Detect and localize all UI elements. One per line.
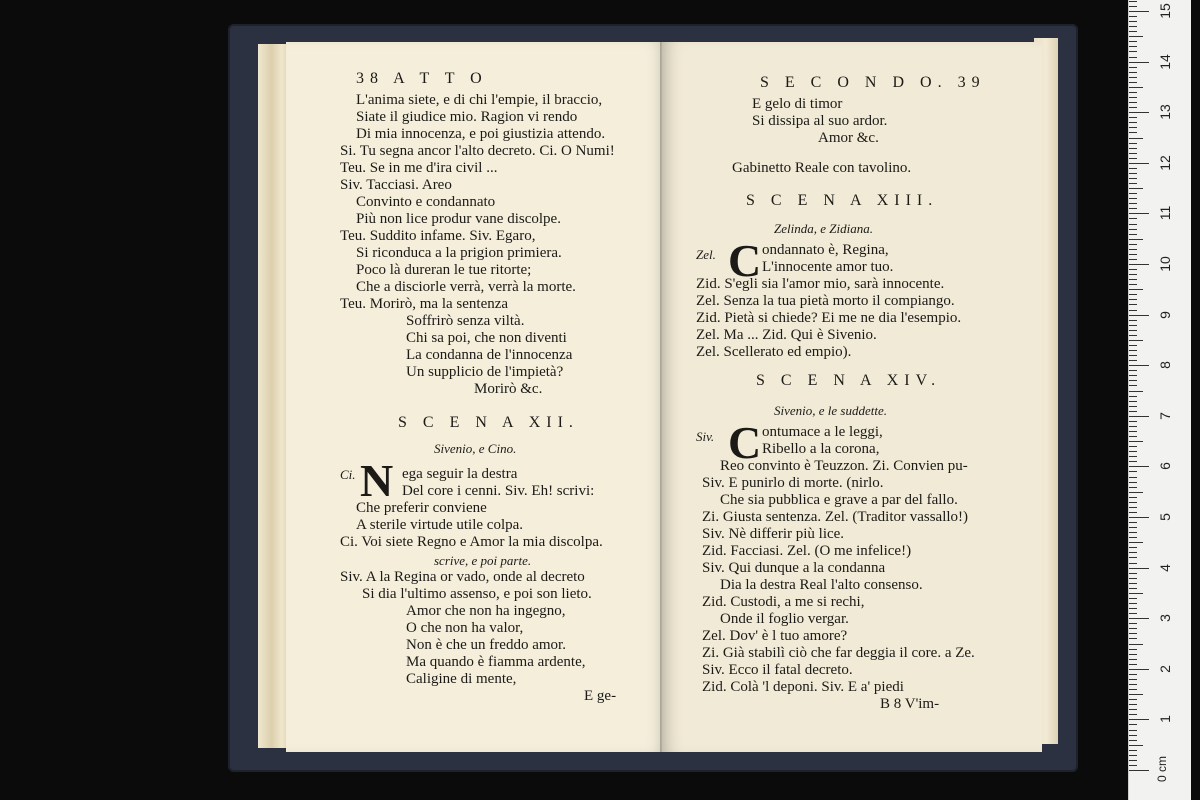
ruler-tick [1129, 613, 1137, 614]
text-line: Di mia innocenza, e poi giustizia attendo. [356, 126, 606, 142]
ruler-tick [1129, 466, 1149, 467]
text-line: Siv. Tacciasi. Areo [340, 177, 452, 193]
ruler-tick [1129, 770, 1149, 771]
ruler-tick [1129, 765, 1137, 766]
ruler-tick [1129, 158, 1137, 159]
ruler-tick [1129, 487, 1137, 488]
ruler-tick [1129, 441, 1143, 442]
ruler-tick [1129, 41, 1137, 42]
ruler-tick [1129, 92, 1137, 93]
ruler-tick [1129, 1, 1137, 2]
text-line: Non è che un freddo amor. [406, 637, 566, 653]
ruler-tick [1129, 315, 1149, 316]
scene-title: S C E N A XIV. [756, 372, 942, 389]
ruler-tick [1129, 568, 1149, 569]
text-line: Zel. Ma ... Zid. Qui è Sivenio. [696, 327, 877, 343]
ruler-tick [1129, 102, 1137, 103]
ruler-number: 11 [1157, 206, 1173, 221]
ruler-tick [1129, 593, 1143, 594]
ruler-tick [1129, 340, 1143, 341]
ruler-tick [1129, 709, 1137, 710]
ruler-tick [1129, 6, 1137, 7]
text-line: Siv. E punirlo di morte. (nirlo. [702, 475, 884, 491]
ruler-tick [1129, 694, 1143, 695]
ruler-tick [1129, 482, 1137, 483]
right-page [662, 42, 1042, 752]
text-line: Ma quando è fiamma ardente, [406, 654, 586, 670]
ruler-number: 13 [1157, 104, 1173, 120]
signature-catchword: B 8 V'im- [880, 696, 940, 712]
ruler-tick [1129, 471, 1137, 472]
text-line: Teu. Morirò, ma la sentenza [340, 296, 509, 312]
text-line: E gelo di timor [752, 96, 843, 112]
ruler-tick [1129, 704, 1137, 705]
ruler-tick [1129, 365, 1149, 366]
ruler-tick [1129, 289, 1143, 290]
text-line: Amor che non ha ingegno, [406, 603, 566, 619]
ruler-tick [1129, 406, 1137, 407]
ruler-tick [1129, 557, 1137, 558]
scene-title: S C E N A XII. [398, 414, 579, 431]
ruler-tick [1129, 16, 1137, 17]
ruler-number: 2 [1157, 664, 1173, 673]
ruler-tick [1129, 578, 1137, 579]
ruler-tick [1129, 745, 1143, 746]
ruler-number: 6 [1157, 462, 1173, 471]
ruler-tick [1129, 77, 1137, 78]
ruler-tick [1129, 244, 1137, 245]
text-line: Zid. Custodi, a me si rechi, [702, 594, 865, 610]
measurement-ruler [1128, 0, 1191, 800]
ruler-tick [1129, 532, 1137, 533]
stage-direction: scrive, e poi parte. [434, 553, 532, 568]
ruler-tick [1129, 760, 1137, 761]
ruler-tick [1129, 21, 1137, 22]
ruler-tick [1129, 669, 1149, 670]
ruler-tick [1129, 644, 1143, 645]
ruler-tick [1129, 249, 1137, 250]
text-line: Siv. Qui dunque a la condanna [702, 560, 886, 576]
ruler-number: 7 [1157, 411, 1173, 420]
text-line: Zel. Dov' è l tuo amore? [702, 628, 848, 644]
text-line: Caligine di mente, [406, 671, 517, 687]
ruler-tick [1129, 446, 1137, 447]
scene-persons: Zelinda, e Zidiana. [774, 221, 873, 236]
text-line: Chi sa poi, che non diventi [406, 330, 567, 346]
speaker-label: Zel. [696, 247, 716, 262]
ruler-unit-label: 0 cm [1155, 755, 1170, 783]
text-line: Zid. Colà 'l deponi. Siv. E a' piedi [702, 679, 904, 695]
text-line: Amor &c. [818, 130, 879, 146]
ruler-tick [1129, 426, 1137, 427]
ruler-tick [1129, 401, 1137, 402]
ruler-tick [1129, 279, 1137, 280]
text-line: Onde il foglio vergar. [720, 611, 849, 627]
ruler-tick [1129, 107, 1137, 108]
ruler-tick [1129, 229, 1137, 230]
ruler-tick [1129, 750, 1137, 751]
ruler-tick [1129, 391, 1143, 392]
ruler-tick [1129, 456, 1137, 457]
ruler-tick [1129, 97, 1137, 98]
ruler-tick [1129, 284, 1137, 285]
text-line: Zel. Scellerato ed empio). [696, 344, 852, 360]
ruler-tick [1129, 385, 1137, 386]
ruler-tick [1129, 127, 1137, 128]
ruler-tick [1129, 208, 1137, 209]
text-line: Che a disciorle verrà, verrà la morte. [356, 279, 576, 295]
text-line: Zel. Senza la tua pietà morto il compiango. [696, 293, 955, 309]
ruler-tick [1129, 396, 1137, 397]
text-line: Poco là dureran le tue ritorte; [356, 262, 532, 278]
ruler-tick [1129, 507, 1137, 508]
ruler-tick [1129, 608, 1137, 609]
ruler-number: 15 [1157, 3, 1173, 19]
ruler-number: 5 [1157, 513, 1173, 521]
ruler-tick [1129, 188, 1143, 189]
ruler-tick [1129, 628, 1137, 629]
ruler-tick [1129, 239, 1143, 240]
ruler-tick [1129, 11, 1149, 12]
ruler-tick [1129, 234, 1137, 235]
ruler-number: 14 [1157, 53, 1173, 70]
ruler-tick [1129, 664, 1137, 665]
ruler-tick [1129, 370, 1137, 371]
text-line: Zid. Facciasi. Zel. (O me infelice!) [702, 543, 912, 559]
ruler-tick [1129, 522, 1137, 523]
drop-cap: N [360, 455, 394, 506]
ruler-tick [1129, 477, 1137, 478]
ruler-tick [1129, 502, 1137, 503]
ruler-tick [1129, 143, 1137, 144]
text-line: Zid. Pietà si chiede? Ei me ne dia l'esempio. [696, 310, 962, 326]
ruler-tick [1129, 57, 1137, 58]
ruler-tick [1129, 375, 1137, 376]
text-line: La condanna de l'innocenza [406, 347, 573, 363]
ruler-tick [1129, 274, 1137, 275]
ruler-tick [1129, 735, 1137, 736]
ruler-tick [1129, 740, 1137, 741]
drop-cap: C [728, 235, 762, 286]
scene-persons: Sivenio, e Cino. [434, 441, 517, 456]
ruler-tick [1129, 310, 1137, 311]
ruler-number: 10 [1157, 256, 1173, 272]
ruler-tick [1129, 325, 1137, 326]
text-line: Siv. Ecco il fatal decreto. [702, 662, 853, 678]
ruler-tick [1129, 304, 1137, 305]
ruler-tick [1129, 679, 1137, 680]
text-line: Siate il giudice mio. Ragion vi rendo [356, 109, 578, 125]
text-line: Siv. Nè differir più lice. [702, 526, 845, 542]
speaker-label: Ci. [340, 467, 356, 482]
left-page-header: 38 A T T O [356, 70, 488, 87]
ruler-tick [1129, 203, 1137, 204]
ruler-tick [1129, 355, 1137, 356]
ruler-tick [1129, 527, 1137, 528]
text-line: Dia la destra Real l'alto consenso. [720, 577, 923, 593]
text-line: Zi. Già stabilì ciò che far deggia il core. a Ze. [702, 645, 975, 661]
catchword: E ge- [584, 688, 617, 704]
scene-setting: Gabinetto Reale con tavolino. [732, 160, 912, 176]
ruler-tick [1129, 153, 1137, 154]
ruler-tick [1129, 563, 1137, 564]
ruler-tick [1129, 62, 1149, 63]
text-line: O che non ha valor, [406, 620, 524, 636]
text-line: Siv. A la Regina or vado, onde al decreto [340, 569, 585, 585]
ruler-tick [1129, 46, 1137, 47]
drop-cap: C [728, 417, 762, 468]
text-line: Un supplicio de l'impietà? [406, 364, 564, 380]
ruler-tick [1129, 724, 1137, 725]
scene-persons: Sivenio, e le suddette. [774, 403, 887, 418]
ruler-tick [1129, 451, 1137, 452]
ruler-tick [1129, 542, 1143, 543]
ruler-tick [1129, 259, 1137, 260]
ruler-tick [1129, 193, 1137, 194]
ruler-number: 8 [1157, 361, 1173, 370]
right-page-header: S E C O N D O. 39 [760, 74, 986, 91]
ruler-tick [1129, 218, 1137, 219]
ruler-number: 1 [1157, 715, 1173, 724]
text-line: Che preferir conviene [356, 500, 487, 516]
ruler-tick [1129, 67, 1137, 68]
ruler-tick [1129, 552, 1137, 553]
ruler-tick [1129, 714, 1137, 715]
text-line: Si. Tu segna ancor l'alto decreto. Ci. O Numi! [340, 143, 615, 159]
ruler-tick [1129, 168, 1137, 169]
ruler-tick [1129, 148, 1137, 149]
text-line: Zid. S'egli sia l'amor mio, sarà innocente. [696, 276, 945, 292]
ruler-tick [1129, 517, 1149, 518]
ruler-tick [1129, 117, 1137, 118]
ruler-tick [1129, 122, 1137, 123]
ruler-tick [1129, 112, 1149, 113]
ruler-tick [1129, 649, 1137, 650]
text-line: A sterile virtude utile colpa. [356, 517, 524, 533]
ruler-tick [1129, 547, 1137, 548]
ruler-tick [1129, 294, 1137, 295]
scene-title: S C E N A XIII. [746, 192, 939, 209]
ruler-tick [1129, 198, 1137, 199]
ruler-tick [1129, 638, 1137, 639]
ruler-tick [1129, 431, 1137, 432]
ruler-tick [1129, 659, 1137, 660]
ruler-tick [1129, 51, 1137, 52]
ruler-tick [1129, 72, 1137, 73]
ruler-tick [1129, 380, 1137, 381]
ruler-tick [1129, 573, 1137, 574]
ruler-tick [1129, 730, 1137, 731]
ruler-tick [1129, 163, 1149, 164]
ruler-tick [1129, 436, 1137, 437]
ruler-tick [1129, 492, 1143, 493]
text-line: L'innocente amor tuo. [762, 259, 894, 275]
ruler-tick [1129, 183, 1137, 184]
text-line: ontumace a le leggi, [762, 424, 883, 440]
text-line: ega seguir la destra [402, 466, 518, 482]
ruler-tick [1129, 299, 1137, 300]
text-line: L'anima siete, e di chi l'empie, il braccio, [356, 92, 603, 108]
ruler-tick [1129, 633, 1137, 634]
ruler-tick [1129, 31, 1137, 32]
ruler-tick [1129, 603, 1137, 604]
text-line: Teu. Se in me d'ira civil ... [340, 160, 498, 176]
text-line: Più non lice produr vane discolpe. [356, 211, 561, 227]
ruler-tick [1129, 699, 1137, 700]
ruler-tick [1129, 674, 1137, 675]
ruler-tick [1129, 461, 1137, 462]
text-line: ondannato è, Regina, [762, 242, 889, 258]
ruler-tick [1129, 330, 1137, 331]
text-line: Zi. Giusta sentenza. Zel. (Traditor vassallo!) [702, 509, 969, 525]
ruler-number: 12 [1157, 155, 1173, 171]
ruler-tick [1129, 537, 1137, 538]
text-line: Teu. Suddito infame. Siv. Egaro, [340, 228, 536, 244]
ruler-tick [1129, 87, 1143, 88]
ruler-tick [1129, 497, 1137, 498]
ruler-tick [1129, 213, 1149, 214]
ruler-tick [1129, 350, 1137, 351]
text-line: Convinto e condannato [356, 194, 496, 210]
ruler-tick [1129, 26, 1137, 27]
ruler-tick [1129, 320, 1137, 321]
ruler-tick [1129, 689, 1137, 690]
ruler-tick [1129, 421, 1137, 422]
ruler-tick [1129, 512, 1137, 513]
ruler-tick [1129, 623, 1137, 624]
ruler-number: 9 [1157, 310, 1173, 319]
ruler-tick [1129, 719, 1149, 720]
ruler-tick [1129, 416, 1149, 417]
ruler-tick [1129, 269, 1137, 270]
ruler-number: 3 [1157, 614, 1173, 623]
text-line: Del core i cenni. Siv. Eh! scrivi: [402, 483, 595, 499]
ruler-tick [1129, 36, 1143, 37]
text-line: Si dissipa al suo ardor. [752, 113, 888, 129]
ruler-tick [1129, 684, 1137, 685]
text-line: Ci. Voi siete Regno e Amor la mia discolpa. [340, 534, 603, 550]
ruler-tick [1129, 598, 1137, 599]
text-line: Che sia pubblica e grave a par del fallo. [720, 492, 958, 508]
ruler-tick [1129, 173, 1137, 174]
ruler-tick [1129, 411, 1137, 412]
ruler-tick [1129, 82, 1137, 83]
speaker-label: Siv. [696, 429, 715, 444]
ruler-number: 4 [1157, 563, 1173, 572]
ruler-tick [1129, 755, 1137, 756]
ruler-tick [1129, 583, 1137, 584]
ruler-tick [1129, 345, 1137, 346]
ruler-tick [1129, 138, 1143, 139]
text-line: Si riconduca a la prigion primiera. [356, 245, 562, 261]
ruler-tick [1129, 618, 1149, 619]
ruler-tick [1129, 132, 1137, 133]
ruler-tick [1129, 588, 1137, 589]
ruler-tick [1129, 224, 1137, 225]
text-line: Ribello a la corona, [762, 441, 880, 457]
ruler-tick [1129, 254, 1137, 255]
ruler-tick [1129, 335, 1137, 336]
text-line: Soffrirò senza viltà. [406, 313, 525, 329]
text-line: Si dia l'ultimo assenso, e poi son lieto. [362, 586, 592, 602]
ruler-tick [1129, 178, 1137, 179]
text-line: Morirò &c. [474, 381, 543, 397]
left-page [286, 42, 668, 752]
ruler-tick [1129, 654, 1137, 655]
ruler-tick [1129, 264, 1149, 265]
text-line: Reo convinto è Teuzzon. Zi. Convien pu- [720, 458, 968, 474]
ruler-tick [1129, 360, 1137, 361]
